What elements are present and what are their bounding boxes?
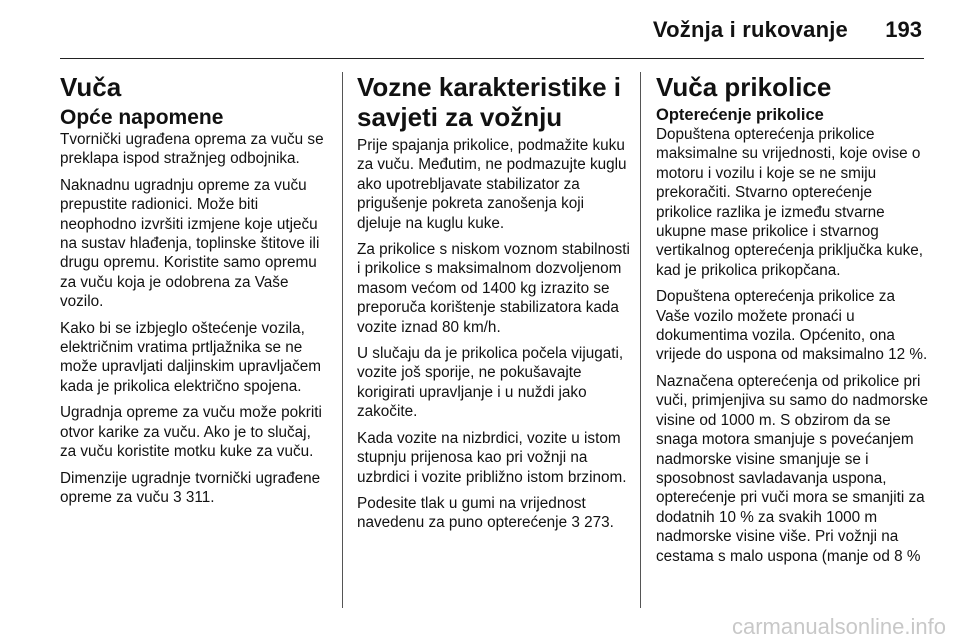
column-divider — [640, 72, 641, 608]
paragraph: Kako bi se izbjeglo oštećenje vozila, električnim vratima prtljažnika se ne može upravljati daljinskim upravljačem kada je prikolica električno spojena. — [60, 319, 321, 395]
page-number: 193 — [885, 17, 922, 42]
paragraph: Za prikolice s niskom voznom stabilnosti i prikolice s maksimalnom dozvoljenom masom većom od 1400 kg izrazito se preporuča korištenje stabilizatora kada vozite iznad 80 km/h. — [357, 241, 630, 336]
section-title: Vožnja i rukovanje — [652, 17, 848, 42]
column-driving-tips — [357, 72, 630, 540]
subheading-general: Opće napomene — [60, 106, 224, 129]
paragraph: Naknadnu ugradnju opreme za vuču prepustite radionici. Može biti neophodno izvršiti izmjene koje utječu na sustav hlađenja, toplinske štitove ili drugu opremu. Koristite samo opremu za vuču koja je odobrena za Vaše vozilo. — [60, 176, 320, 311]
subheading-trailer-load: Opterećenje prikolice — [656, 106, 824, 124]
paragraph: U slučaju da je prikolica počela vijugati, vozite još sporije, ne pokušavajte korigirati upravljanje i u nuždi jako zakočite. — [357, 345, 624, 421]
paragraph: Naznačena opterećenja od prikolice pri vuči, primjenjiva su samo do nadmorske visine od 1000 m. S obzirom da se snaga motora smanjuje s povećanjem nadmorske visine smanjuje se i sposobnost savladavanja uspona, opterećenje pri vuči mora se smanjiti za dodatnih 10 % za svakih 1000 m nadmorske visine više. Pri vožnji na cestama s malo uspona (manje od 8 % — [656, 372, 929, 565]
paragraph: Tvornički ugrađena oprema za vuču se preklapa ispod stražnjeg odbojnika. — [60, 131, 324, 168]
page-header — [0, 0, 960, 58]
paragraph: Ugradnja opreme za vuču može pokriti otvor karike za vuču. Ako je to slučaj, za vuču koristite motku kuke za vuču. — [60, 404, 322, 461]
paragraph: Kada vozite na nizbrdici, vozite u istom stupnju prijenosa kao pri vožnji na uzbrdici i vozite približno istom brzinom. — [357, 429, 627, 486]
header-rule — [60, 58, 924, 59]
column-trailer-towing — [656, 72, 930, 573]
watermark: carmanualsonline.info — [731, 614, 946, 639]
paragraph: Dopuštena opterećenja prikolice za Vaše vozilo možete pronaći u dokumentima vozila. Općenito, ona vrijede do uspona od maksimalno 12 %. — [656, 288, 928, 364]
heading-trailer-towing: Vuča prikolice — [656, 72, 832, 102]
paragraph: Dimenzije ugradnje tvornički ugrađene opreme za vuču 3 311. — [60, 469, 321, 506]
paragraph: Dopuštena opterećenja prikolice maksimalne su vrijednosti, koje ovise o motoru i vozilu i koje se ne smiju prekoračiti. Stvarno opterećenje prikolice razlika je između stvarne ukupne mase prikolice i stvarnog vertikalnog opterećenja priključka kuke, kad je prikolica prikopčana. — [656, 126, 923, 279]
paragraph: Podesite tlak u gumi na vrijednost navedenu za puno opterećenje 3 273. — [357, 494, 614, 532]
heading-driving-characteristics: Vozne karakteristike i savjeti za vožnju — [357, 72, 621, 132]
heading-towing: Vuča — [60, 72, 122, 102]
column-divider — [342, 72, 343, 608]
paragraph: Prije spajanja prikolice, podmažite kuku za vuču. Međutim, ne podmazujte kuglu ako upotrebljavate stabilizator za prigušenje pokreta zanošenja koji djeluje na kuglu kuke. — [357, 137, 627, 232]
column-towing — [60, 72, 330, 514]
